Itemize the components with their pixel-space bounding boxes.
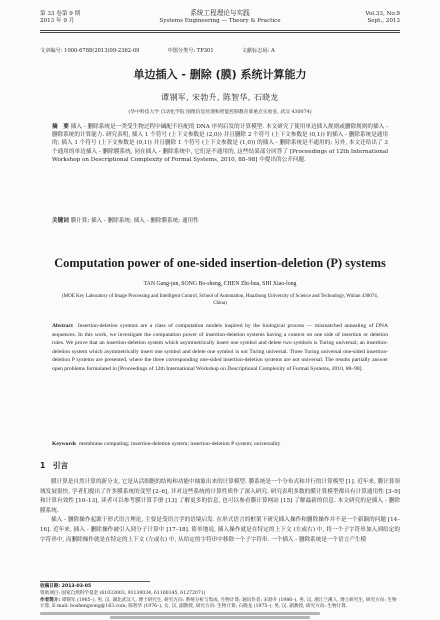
intro-paragraph-1: 膜计算是自然计算的新分支, 它是从活细胞的结构和功能中抽象出来的计算模型. 膜系统是一个分布式和并行的计算模型 [1]. 近年来, 膜计算领域发展很快, 学者们提出了许多膜系统的变型 [2–6], 并对这些系统的计算性质作了深入研究. 研究表明多数的膜计算模型都具有计算通用性 [3–9] 和计算有效性 [10–13]. 读者可以参考膜计算手册 [13] 了解更多的信息, 也可以参看膜计算网站 [15] 了解最新的信息. 本文研究的是插入 - 删除膜系统. bbox=[40, 479, 400, 514]
blurred-text-line bbox=[40, 612, 320, 615]
cn-keywords-text: 膜计算; 插入 - 删除系统; 插入 - 删除膜系统; 通用性 bbox=[70, 218, 199, 224]
article-meta bbox=[40, 47, 400, 54]
cn-affiliation: (华中科技大学 自动化学院 图像信息处理和智能控制教育部重点实验室, 武汉 430074) bbox=[128, 110, 312, 115]
cn-abstract-text: 插入 - 删除系统是一类受生物过程中碱配不匹配的 DNA 序列启发的计算模型. 本文研究了使用单边插入规则或删除规则的插入 - 删除系统的计算能力. 研究表明, 插入 1 个符号 (上下文参数是 (2,0)) 并且删除 2 个符号 (上下文参数是 (0,1)) 的插入 - 删除系统是通用的; 插入 1 个符号 (上下文参数是 (0,1)) 并且删除 1 个符号 (上下文参数是 (1,0)) 的插入 - 删除系统是不通用的; 另外, 本文还给出了 3 个通用的单边插入 - 删除膜系统, 同在插入 - 删除系统中, 它们是不通用的, 这些结果部分回答了 [Proceedings of 12th International Workshop on Descriptional Complexity of Formal Systems, 2010, 88–98] 中提出的公开问题. bbox=[52, 124, 388, 163]
cn-title: 单边插入 - 删除 (膜) 系统计算能力 bbox=[133, 68, 307, 81]
footnote-rule bbox=[40, 581, 150, 582]
date-en: Sept., 2013 bbox=[367, 18, 400, 24]
blurred-text-line bbox=[110, 616, 310, 619]
section-heading-intro: 1 引言 bbox=[40, 461, 69, 470]
issue-cn: 第 33 卷第 9 期 bbox=[40, 11, 81, 17]
running-header bbox=[40, 10, 400, 25]
en-abstract bbox=[52, 322, 388, 374]
date-cn: 2013 年 9 月 bbox=[40, 18, 75, 24]
en-keywords bbox=[52, 440, 388, 448]
en-keywords-label: Keywords bbox=[52, 441, 77, 447]
cn-abstract-label: 摘 要 bbox=[52, 124, 69, 130]
intro-paragraph-2: 插入 - 删除操作起源于形式语言理论, 主要是受语言学的语境启发. 在形式语言的框架下研究插入操作和删除操作并不是一个新颖的问题 [14–16]. 近年来, 插入 - 删除操作被引入到分子计算中 [17–18]. 简单地说, 插入操作就是在特定的上下文 (左或右) 中, 将一个子字符串加入到给定的字符串中, 而删除操作就是在特定的上下文 (左或右) 中, 从给定的字符串中移除一个子字符串. 一个插入 - 删除系统是一个语言产生模 bbox=[40, 517, 400, 543]
author-bio-text: 谭钢军 (1965–), 男, 汉, 湖北武汉人, 博士研究生, 研究方向: 系统分析与集成, 生物计算; 通讯作者: 宋勃升 (1986–), 男, 汉, 浙江兰溪人, 博士研究生, 研究方向: 生物计算, E-mail: boshengsong@163.com; 陈智华 (1976–), 女, 汉, 副教授, 研究方向: 生物计算; 石晓龙 (1975–), 男, 汉, 副教授, 研究方向: 生物计算. bbox=[40, 597, 397, 610]
received-date: 收稿日期: 2013-03-05 bbox=[40, 584, 92, 589]
footnotes bbox=[40, 584, 400, 611]
en-abstract-text: Insertion-deletion systems are a class of computation models inspired by the biological process — mismatched annealing of DNA sequences. In this work, we investigate the computation power of insertion-deletion systems having a context on one side of insertion or deletion rules. We prove that an insertion-deletion system which asymmetrically insert one symbol and delete two symbols is Turing universal; an insertion-deletion system which asymmetrically insert one symbol and delete one symbol is not Turing universal. Three Turing universal one-sided insertion-deletion P systems are presented, where the three corresponding one-sided insertion-deletion systems are not universal. The results partially answer open problems formulated in [Proceedings of 12th International Workshop on Descriptional Complexity of Formal Systems, 2010, 88–98]. bbox=[52, 323, 389, 372]
journal-cn: 系统工程理论与实践 bbox=[190, 9, 250, 17]
cn-authors: 谭钢军, 宋勃升, 陈智华, 石晓龙 bbox=[161, 93, 279, 102]
header-rule-bottom bbox=[40, 32, 400, 33]
cn-keywords bbox=[52, 217, 388, 225]
fund-info: 资助项目: 国家自然科学基金 (61033003, 91130034, 61100145, 61272071) bbox=[40, 590, 206, 596]
en-authors: TAN Gang-jun, SONG Bo-sheng, CHEN Zhi-hua, SHI Xiao-long bbox=[143, 281, 297, 287]
journal-en: Systems Engineering — Theory & Practice bbox=[159, 18, 281, 24]
author-bio bbox=[40, 598, 400, 612]
en-keywords-text: membrane computing; insertion-deletion system; insertion-deletion P system; universality bbox=[79, 441, 281, 447]
volume-en: Vol.33, No.9 bbox=[365, 11, 400, 17]
document-code: 文献标志码: A bbox=[241, 48, 275, 54]
author-bio-label: 作者简介: bbox=[40, 597, 61, 603]
en-abstract-label: Abstract bbox=[52, 323, 73, 329]
article-number: 文章编号: 1000-6788(2013)09-2362-09 bbox=[40, 48, 140, 54]
cn-keywords-label: 关键词 bbox=[52, 218, 69, 224]
intro-body bbox=[40, 478, 400, 545]
clc-number: 中图分类号: TP301 bbox=[167, 48, 214, 54]
en-affiliation: (MOE Key Laboratory of Image Processing and Intelligent Control, School of Automation, Huazhong University of Science and Technology, Wuhan 430074, China) bbox=[62, 294, 378, 306]
cn-abstract bbox=[52, 123, 388, 164]
en-title: Computation power of one-sided insertion-deletion (P) systems bbox=[54, 256, 386, 270]
header-rule-top bbox=[40, 30, 400, 31]
